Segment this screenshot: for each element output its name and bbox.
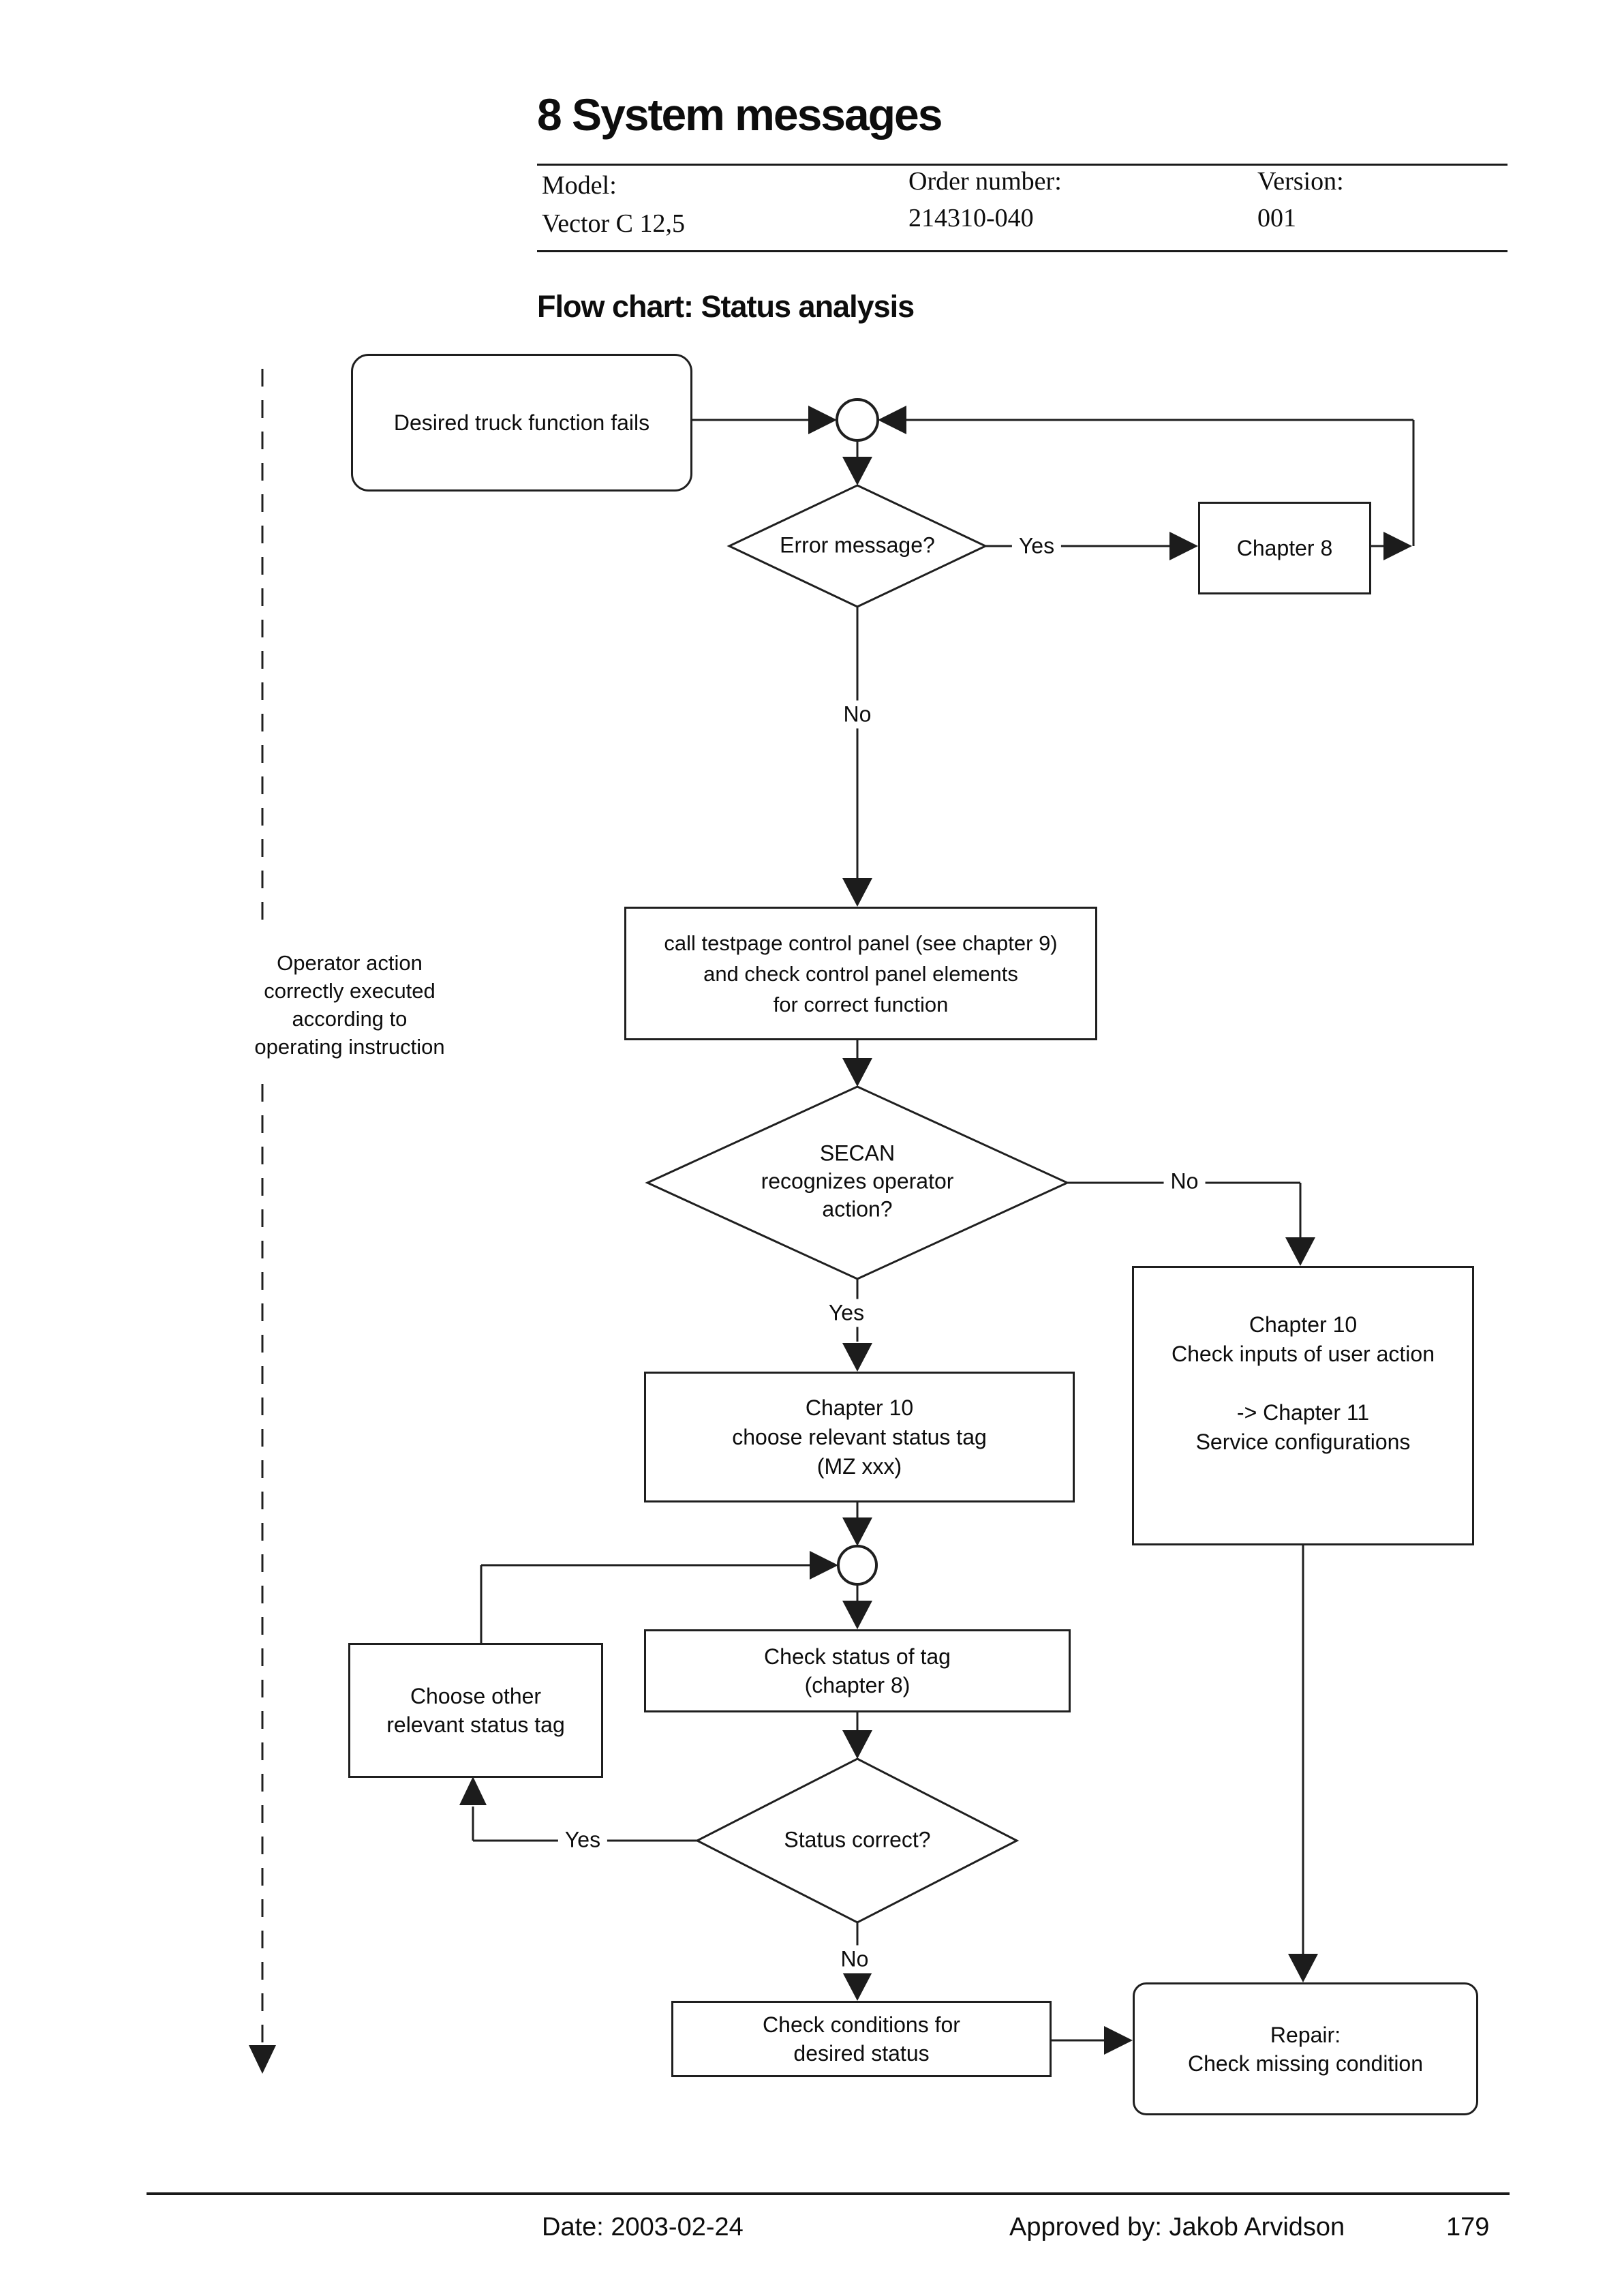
arrowhead-into-repair-top-icon [1288,1954,1318,1982]
rightbox-line: -> Chapter 11 [1236,1400,1370,1425]
arrowhead-into-chooseother-icon [459,1777,487,1805]
check-status-line: (chapter 8) [804,1673,911,1697]
secan-diamond-label [761,1140,954,1224]
repair-line: Check missing condition [1187,2051,1424,2076]
operator-note-line: according to [292,1007,408,1031]
arrowhead-into-conditions-icon [842,1972,872,2001]
yes-label-error: Yes [1012,532,1061,560]
order-number-label: Order number: [908,167,1062,196]
arrowhead-into-repair-left-icon [1104,2026,1133,2055]
check-status-node [644,1629,1071,1712]
rightbox-line: Service configurations [1195,1430,1411,1454]
check-conditions-node [671,2001,1052,2077]
junction-circle-top [837,399,878,440]
chapter8-label: Chapter 8 [1236,536,1333,560]
yes-label-status: Yes [558,1826,607,1854]
check-status-line: Check status of tag [764,1644,951,1669]
repair-line: Repair: [1270,2022,1341,2047]
secan-line: recognizes operator [761,1168,954,1194]
arrowhead-into-junction-right-icon [878,406,906,434]
process-line: and check control panel elements [703,961,1018,986]
secan-line: action? [822,1196,893,1222]
choose-other-line: Choose other [410,1684,542,1708]
arrowhead-chapter8-exit-icon [1383,532,1412,560]
arrowhead-into-status-diamond-icon [842,1730,872,1759]
arrowhead-into-junction2-top-icon [842,1517,872,1546]
start-node-label: Desired truck function fails [393,410,650,435]
flowchart-title: Flow chart: Status analysis [537,289,915,324]
process-line: for correct function [773,992,949,1016]
choose-other-node [348,1643,603,1778]
rightbox-line: Chapter 10 [1249,1312,1358,1337]
choose-line: choose relevant status tag [732,1424,987,1449]
arrowhead-into-rightbox-icon [1285,1237,1315,1266]
operator-note-line: operating instruction [254,1035,445,1059]
order-number-value: 214310-040 [908,204,1034,232]
footer-page-number: 179 [1446,2213,1490,2241]
process-line: call testpage control panel (see chapter 9) [664,931,1058,955]
junction-circle-middle [838,1546,876,1584]
arrowhead-into-process-icon [842,878,872,907]
arrowhead-into-junction-left-icon [808,406,837,434]
model-label: Model: [542,171,617,200]
arrowhead-into-error-diamond-icon [842,457,872,485]
arrowhead-into-choose-icon [842,1343,872,1372]
choose-other-line: relevant status tag [386,1712,565,1737]
version-value: 001 [1257,204,1296,232]
testpage-process-node [624,907,1097,1040]
footer-approved-by: Approved by: Jakob Arvidson [1009,2213,1345,2241]
version-label: Version: [1257,167,1344,196]
arrowhead-into-chapter8-icon [1169,532,1198,560]
operator-note [213,949,486,1061]
arrowhead-into-junction2-left-icon [810,1551,838,1580]
repair-node [1133,1982,1478,2115]
yes-label-secan: Yes [822,1299,871,1327]
page-title: 8 System messages [537,89,942,140]
operator-note-line: Operator action [277,951,423,975]
chapter8-node [1198,502,1371,594]
timeline-arrowhead-icon [249,2045,276,2074]
operator-note-line: correctly executed [264,979,435,1003]
no-label-secan: No [1164,1168,1206,1196]
choose-tag-node [644,1372,1075,1502]
start-node [351,354,692,492]
model-value: Vector C 12,5 [542,209,686,238]
arrowhead-into-secan-icon [842,1058,872,1087]
no-label-error: No [837,701,878,729]
footer-rule [147,2192,1510,2195]
check-inputs-node [1132,1266,1474,1545]
conditions-line: Check conditions for [763,2012,960,2037]
footer-date: Date: 2003-02-24 [542,2213,744,2241]
status-diamond-label: Status correct? [784,1827,931,1852]
conditions-line: desired status [793,2041,930,2066]
rightbox-line: Check inputs of user action [1172,1342,1435,1366]
choose-line: Chapter 10 [805,1395,914,1420]
error-diamond-label: Error message? [780,532,935,558]
arrowhead-into-checkstatus-icon [842,1601,872,1629]
secan-line: SECAN [819,1141,896,1166]
no-label-status: No [834,1946,876,1974]
choose-line: (MZ xxx) [816,1453,902,1479]
